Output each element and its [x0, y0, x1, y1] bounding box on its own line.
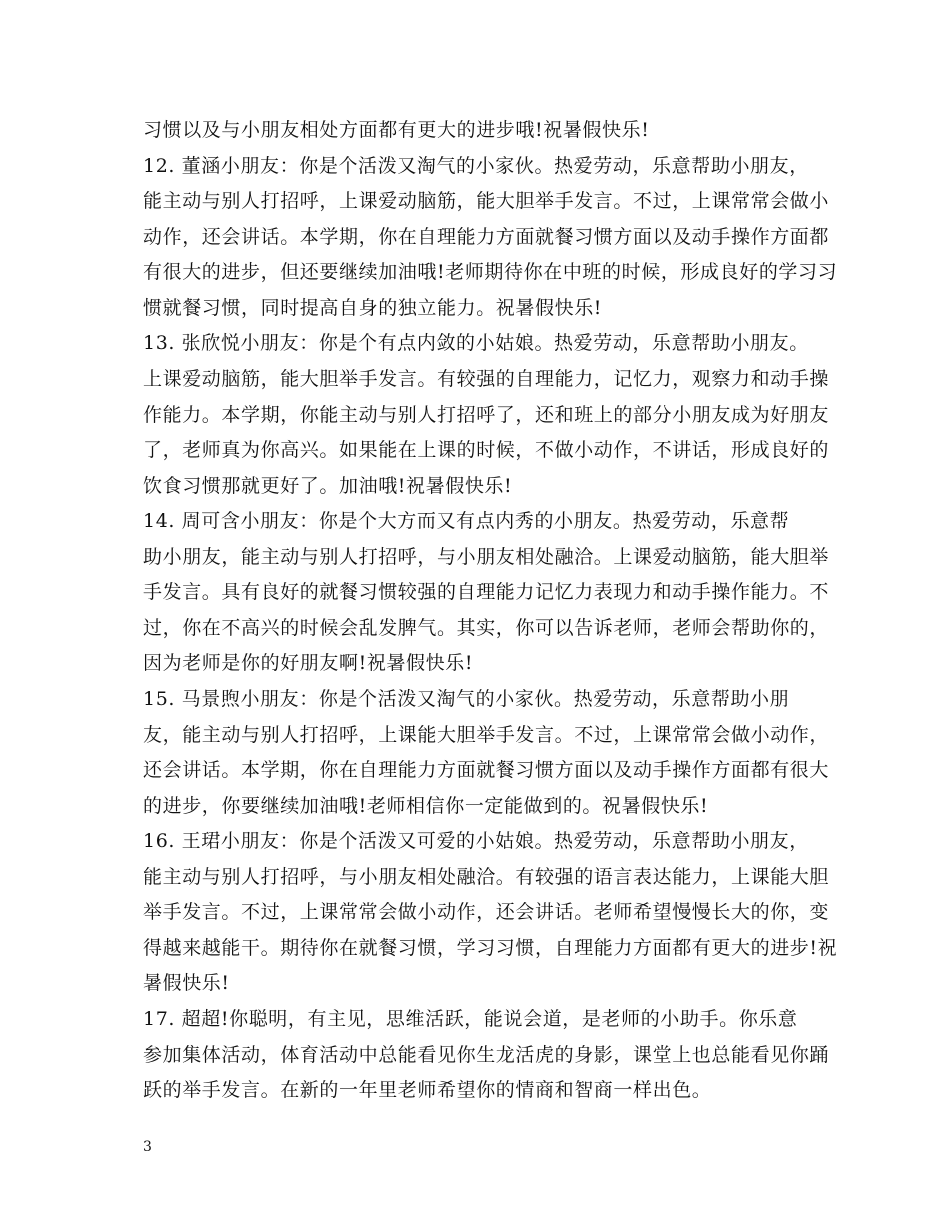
text-line: 助小朋友，能主动与别人打招呼，与小朋友相处融洽。上课爱动脑筋，能大胆举 [143, 546, 830, 568]
text-line: 习惯以及与小朋友相处方面都有更大的进步哦!祝暑假快乐! [143, 119, 650, 141]
text-line: 跃的举手发言。在新的一年里老师希望你的情商和智商一样出色。 [143, 1079, 712, 1101]
text-line: 的进步，你要继续加油哦!老师相信你一定能做到的。祝暑假快乐! [143, 795, 709, 817]
text-line: 16. 王珺小朋友：你是个活泼又可爱的小姑娘。热爱劳动，乐意帮助小朋友， [143, 830, 809, 852]
text-line: 作能力。本学期，你能主动与别人打招呼了，还和班上的部分小朋友成为好朋友 [143, 404, 830, 426]
text-line: 能主动与别人打招呼，上课爱动脑筋，能大胆举手发言。不过，上课常常会做小 [143, 190, 830, 212]
text-line: 14. 周可含小朋友：你是个大方而又有点内秀的小朋友。热爱劳动，乐意帮 [143, 510, 790, 532]
text-line: 动作，还会讲话。本学期，你在自理能力方面就餐习惯方面以及动手操作方面都 [143, 226, 830, 248]
text-line: 惯就餐习惯，同时提高自身的独立能力。祝暑假快乐! [143, 297, 603, 319]
text-line: 暑假快乐! [143, 972, 230, 994]
text-line: 得越来越能干。期待你在就餐习惯，学习习惯，自理能力方面都有更大的进步!祝 [143, 937, 838, 959]
text-line: 能主动与别人打招呼，与小朋友相处融洽。有较强的语言表达能力，上课能大胆 [143, 866, 830, 888]
text-line: 参加集体活动，体育活动中总能看见你生龙活虎的身影，课堂上也总能看见你踊 [143, 1044, 830, 1066]
text-line: 过，你在不高兴的时候会乱发脾气。其实，你可以告诉老师，老师会帮助你的， [143, 617, 830, 639]
text-line: 13. 张欣悦小朋友：你是个有点内敛的小姑娘。热爱劳动，乐意帮助小朋友。 [143, 332, 809, 354]
text-line: 17. 超超!你聪明，有主见，思维活跃，能说会道，是老师的小助手。你乐意 [143, 1008, 798, 1030]
text-line: 有很大的进步，但还要继续加油哦!老师期待你在中班的时候，形成良好的学习习 [143, 261, 838, 283]
text-line: 饮食习惯那就更好了。加油哦!祝暑假快乐! [143, 475, 513, 497]
text-line: 12. 董涵小朋友：你是个活泼又淘气的小家伙。热爱劳动，乐意帮助小朋友， [143, 155, 809, 177]
text-line: 15. 马景煦小朋友：你是个活泼又淘气的小家伙。热爱劳动，乐意帮助小朋 [143, 688, 790, 710]
text-line: 举手发言。不过，上课常常会做小动作，还会讲话。老师希望慢慢长大的你，变 [143, 901, 830, 923]
text-line: 手发言。具有良好的就餐习惯较强的自理能力记忆力表现力和动手操作能力。不 [143, 581, 830, 603]
text-line: 了，老师真为你高兴。如果能在上课的时候，不做小动作，不讲话，形成良好的 [143, 439, 830, 461]
text-line: 因为老师是你的好朋友啊!祝暑假快乐! [143, 652, 474, 674]
text-line: 上课爱动脑筋，能大胆举手发言。有较强的自理能力，记忆力，观察力和动手操 [143, 368, 830, 390]
text-line: 友，能主动与别人打招呼，上课能大胆举手发言。不过，上课常常会做小动作， [143, 724, 830, 746]
text-line: 还会讲话。本学期，你在自理能力方面就餐习惯方面以及动手操作方面都有很大 [143, 759, 830, 781]
page-number: 3 [143, 1139, 152, 1155]
